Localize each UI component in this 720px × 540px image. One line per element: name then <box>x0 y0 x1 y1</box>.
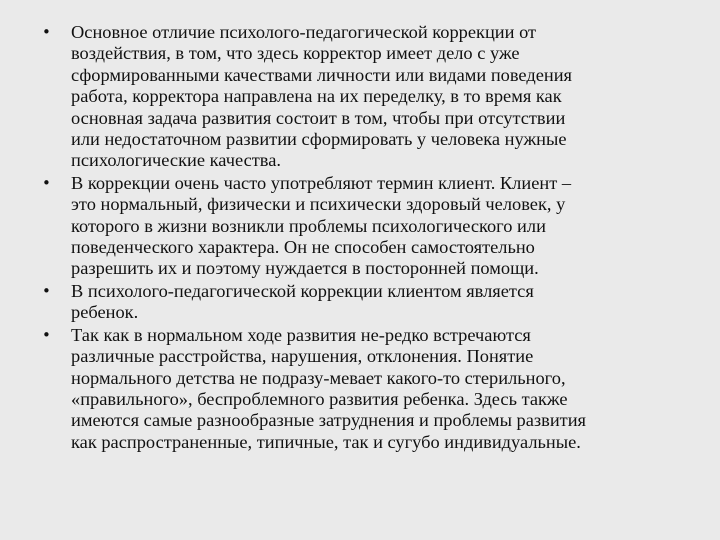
text-line: В коррекции очень часто употребляют термин клиент. Клиент – <box>71 172 572 193</box>
text-line: «правильного», беспроблемного развития ребенка. Здесь также <box>71 388 568 409</box>
bullet-item <box>42 173 712 280</box>
bullet-item <box>42 22 712 172</box>
bullet-dot-icon: • <box>42 173 51 192</box>
text-line: психологические качества. <box>71 150 281 171</box>
bullet-dot-icon: • <box>42 281 51 300</box>
bullet-item <box>42 325 712 453</box>
text-line: поведенческого характера. Он не способен самостоятельно <box>71 237 535 258</box>
bullet-text <box>71 173 712 280</box>
text-line: сформированными качествами личности или видами поведения <box>71 64 573 85</box>
text-line: основная задача развития состоит в том, чтобы при отсутствии <box>71 107 566 128</box>
text-line: нормального детства не подразу-мевает какого-то стерильного, <box>71 367 566 388</box>
text-line: имеются самые разнообразные затруднения и проблемы развития <box>71 410 587 431</box>
bullet-list <box>42 22 712 454</box>
text-line: это нормальный, физически и психически здоровый человек, у <box>71 194 566 215</box>
text-line: воздействия, в том, что здесь корректор имеет дело с уже <box>71 43 520 64</box>
bullet-text <box>71 325 712 453</box>
text-line: различные расстройства, нарушения, отклонения. Понятие <box>71 346 534 367</box>
text-line: ребенок. <box>71 302 139 323</box>
bullet-text <box>71 281 712 324</box>
text-line: которого в жизни возникли проблемы психологического или <box>71 215 546 236</box>
bullet-item <box>42 281 712 324</box>
bullet-text <box>71 22 712 172</box>
text-line: работа, корректора направлена на их переделку, в то время как <box>71 86 562 107</box>
text-line: В психолого-педагогической коррекции клиентом является <box>71 280 534 301</box>
bullet-dot-icon: • <box>42 325 51 344</box>
text-line: Так как в нормальном ходе развития не-редко встречаются <box>71 324 531 345</box>
text-line: как распространенные, типичные, так и сугубо индивидуальные. <box>71 431 581 452</box>
text-line: Основное отличие психолого-педагогической коррекции от <box>71 22 537 42</box>
text-line: разрешить их и поэтому нуждается в посторонней помощи. <box>71 258 539 279</box>
text-line: или недостаточном развитии сформировать у человека нужные <box>71 129 567 150</box>
bullet-dot-icon: • <box>42 23 51 41</box>
